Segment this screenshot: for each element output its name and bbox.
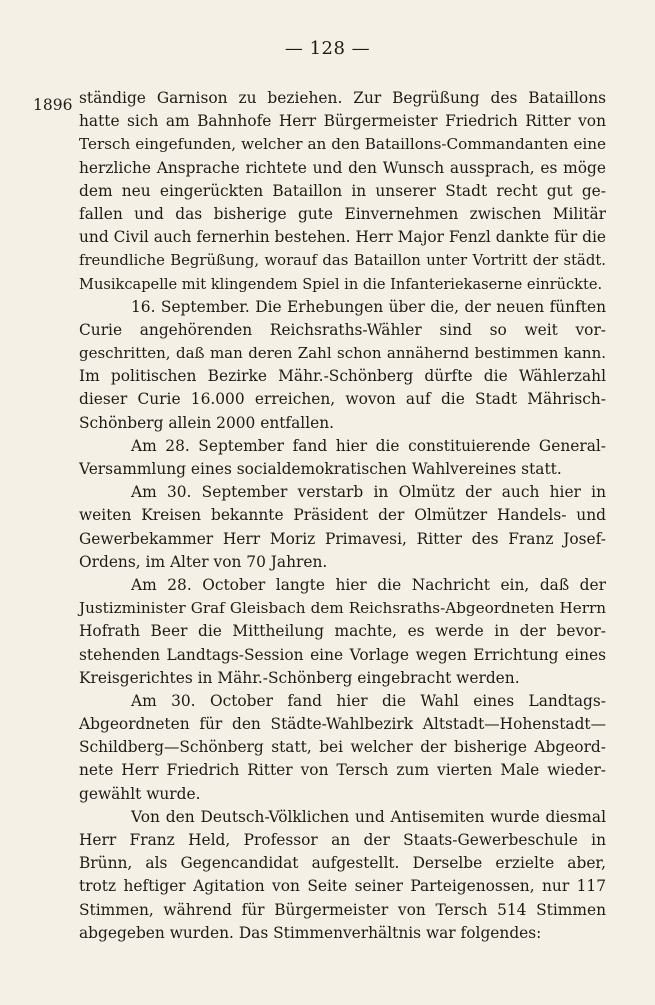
body-text bbox=[79, 87, 606, 945]
text-line: Am 30. September verstarb in Olmütz der auch hier in bbox=[131, 483, 606, 502]
text-line: Im politischen Bezirke Mähr.-Schönberg dürfte die Wählerzahl bbox=[79, 367, 606, 386]
text-line: und Civil auch fernerhin bestehen. Herr Major Fenzl dankte für die bbox=[79, 228, 606, 247]
text-line: Justizminister Graf Gleisbach dem Reichsraths-Abgeordneten Herrn bbox=[79, 599, 606, 618]
text-line: gewählt wurde. bbox=[79, 784, 201, 803]
text-line: freundliche Begrüßung, worauf das Bataillon unter Vortritt der städt. bbox=[79, 252, 606, 270]
text-line: Brünn, als Gegencandidat aufgestellt. Derselbe erzielte aber, bbox=[79, 854, 606, 873]
text-line: weiten Kreisen bekannte Präsident der Olmützer Handels- und bbox=[79, 506, 606, 525]
text-line: Schildberg—Schönberg statt, bei welcher der bisherige Abgeord- bbox=[79, 738, 606, 757]
text-line: Ordens, im Alter von 70 Jahren. bbox=[79, 552, 328, 571]
text-line: geschritten, daß man deren Zahl schon annähernd bestimmen kann. bbox=[79, 344, 606, 363]
text-line: 16. September. Die Erhebungen über die, der neuen fünften bbox=[131, 297, 606, 316]
text-line: fallen und das bisherige gute Einvernehmen zwischen Militär bbox=[79, 204, 606, 223]
text-line: dieser Curie 16.000 erreichen, wovon auf die Stadt Mährisch- bbox=[79, 390, 606, 409]
text-line: Curie angehörenden Reichsraths-Wähler sind so weit vor- bbox=[79, 320, 606, 339]
text-line: nete Herr Friedrich Ritter von Tersch zum vierten Male wieder- bbox=[79, 761, 606, 780]
text-line: herzliche Ansprache richtete und den Wunsch aussprach, es möge bbox=[79, 158, 606, 177]
text-line: abgegeben wurden. Das Stimmenverhältnis war folgendes: bbox=[79, 923, 542, 942]
text-line: Am 30. October fand hier die Wahl eines Landtags- bbox=[131, 691, 606, 710]
text-line: Gewerbekammer Herr Moriz Primavesi, Ritter des Franz Josef- bbox=[79, 529, 606, 548]
year-marker: 1896 bbox=[33, 96, 73, 114]
text-line: Von den Deutsch-Völklichen und Antisemiten wurde diesmal bbox=[131, 807, 606, 826]
text-line: Am 28. October langte hier die Nachricht ein, daß der bbox=[131, 575, 606, 594]
text-line: stehenden Landtags-Session eine Vorlage wegen Errichtung eines bbox=[79, 645, 606, 664]
text-line: Versammlung eines socialdemokratischen Wahlvereines statt. bbox=[79, 460, 562, 478]
text-line: ständige Garnison zu beziehen. Zur Begrüßung des Bataillons bbox=[79, 89, 606, 107]
text-line: hatte sich am Bahnhofe Herr Bürgermeister Friedrich Ritter von bbox=[79, 112, 606, 131]
text-line: Musikcapelle mit klingendem Spiel in die Infanteriekaserne einrückte. bbox=[79, 275, 603, 293]
text-line: Abgeordneten für den Städte-Wahlbezirk Altstadt—Hohenstadt— bbox=[79, 715, 606, 734]
text-line: Schönberg allein 2000 entfallen. bbox=[79, 413, 335, 432]
text-line: Herr Franz Held, Professor an der Staats-Gewerbeschule in bbox=[79, 831, 606, 849]
text-line: Stimmen, während für Bürgermeister von Tersch 514 Stimmen bbox=[79, 900, 606, 919]
text-line: Tersch eingefunden, welcher an den Bataillons-Commandanten eine bbox=[79, 135, 606, 154]
text-line: trotz heftiger Agitation von Seite seiner Parteigenossen, nur 117 bbox=[79, 877, 606, 896]
text-line: Hofrath Beer die Mittheilung machte, es werde in der bevor- bbox=[79, 622, 606, 641]
text-line: Kreisgerichtes in Mähr.-Schönberg eingebracht werden. bbox=[79, 668, 520, 687]
text-line: Am 28. September fand hier die constituierende General- bbox=[131, 436, 606, 455]
page-number: — 128 — bbox=[284, 38, 371, 59]
text-line: dem neu eingerückten Bataillon in unserer Stadt recht gut ge- bbox=[79, 181, 606, 200]
